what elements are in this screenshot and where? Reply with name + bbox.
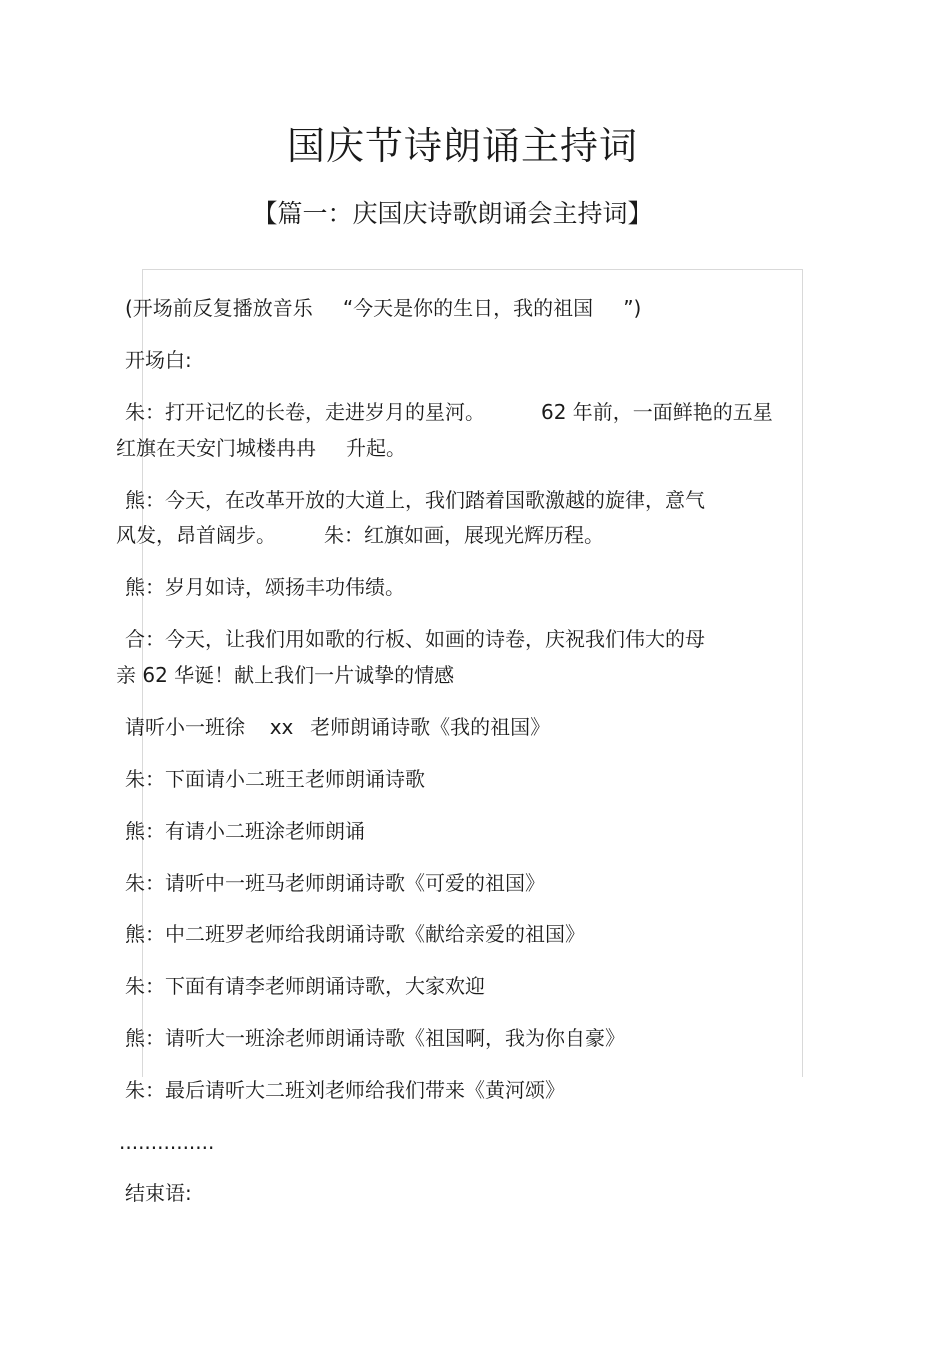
document-subtitle: 【篇一：庆国庆诗歌朗诵会主持词】 [252, 199, 653, 228]
paragraph-text: 朱：红旗如画，展现光辉历程。 [324, 523, 604, 547]
paragraph-line: 熊：有请小二班涂老师朗诵 [125, 819, 365, 843]
paragraph-line: 朱：下面请小二班王老师朗诵诗歌 [125, 767, 425, 791]
paragraph-text: 风发，昂首阔步。 [116, 523, 276, 547]
paragraph-line [116, 430, 406, 466]
paragraph-opening-label: 开场白: [125, 348, 192, 372]
paragraph-closing-label: 结束语: [125, 1181, 192, 1205]
paragraph-text: 请听小一班徐 [125, 715, 245, 739]
paragraph-text: (开场前反复播放音乐 [125, 296, 313, 320]
paragraph-line: 熊：中二班罗老师给我朗诵诗歌《献给亲爱的祖国》 [125, 922, 585, 946]
paragraph-text: 老师朗诵诗歌《我的祖国》 [310, 715, 551, 739]
paragraph-line [116, 517, 604, 553]
paragraph-opening-music [125, 290, 641, 326]
paragraph-line: 熊：今天，在改革开放的大道上，我们踏着国歌激越的旋律，意气 [125, 488, 705, 512]
paragraph-line: 朱：最后请听大二班刘老师给我们带来《黄河颂》 [125, 1078, 565, 1102]
paragraph-line: 朱：请听中一班马老师朗诵诗歌《可爱的祖国》 [125, 871, 545, 895]
paragraph-line [125, 709, 550, 745]
paragraph-line: 熊：岁月如诗，颂扬丰功伟绩。 [125, 575, 405, 599]
paragraph-text: “今天是你的生日，我的祖国 [342, 296, 594, 320]
paragraph-text: xx [269, 715, 294, 739]
paragraph-line: 朱：下面有请李老师朗诵诗歌，大家欢迎 [125, 974, 485, 998]
paragraph-text: 升起。 [346, 436, 406, 460]
paragraph-line: 合：今天，让我们用如歌的行板、如画的诗卷，庆祝我们伟大的母 [125, 627, 705, 651]
paragraph-text: ”) [623, 296, 642, 320]
paragraph-text: 红旗在天安门城楼冉冉 [116, 436, 316, 460]
document-title: 国庆节诗朗诵主持词 [286, 124, 638, 168]
paragraph-line [125, 394, 773, 430]
paragraph-text: 62 年前，一面鲜艳的五星 [541, 400, 773, 424]
ellipsis-line: ............... [119, 1130, 215, 1154]
paragraph-line: 亲 62 华诞！献上我们一片诚挚的情感 [116, 663, 455, 687]
paragraph-text: 朱：打开记忆的长卷，走进岁月的星河。 [125, 400, 485, 424]
paragraph-line: 熊：请听大一班涂老师朗诵诗歌《祖国啊，我为你自豪》 [125, 1026, 625, 1050]
